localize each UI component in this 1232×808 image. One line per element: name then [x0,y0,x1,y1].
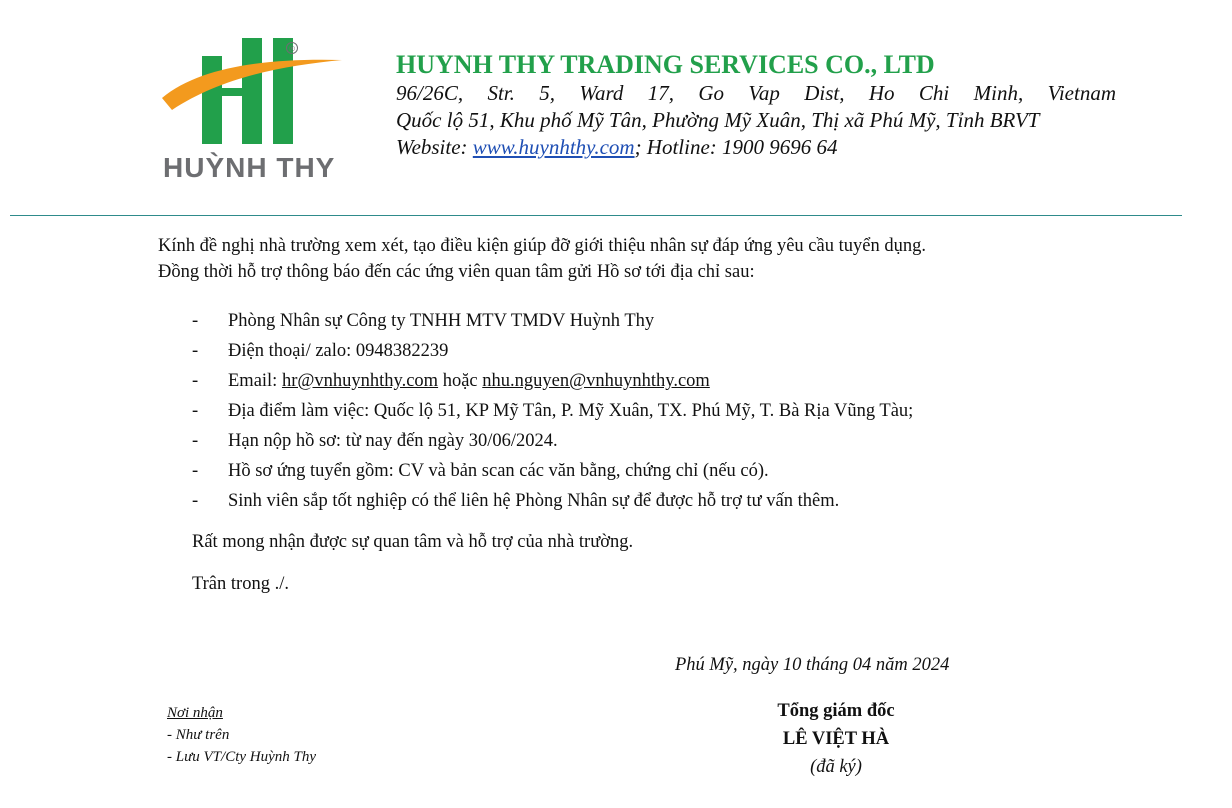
list-item-text: Điện thoại/ zalo: 0948382239 [228,341,449,361]
contact-list [192,306,913,516]
list-dash: - [192,491,199,511]
email-link-hr[interactable]: hr@vnhuynhthy.com [281,371,439,391]
logo-text: HUỲNH THY [163,152,336,183]
list-item-text: Địa điểm làm việc: Quốc lộ 51, KP Mỹ Tân, P. Mỹ Xuân, TX. Phú Mỹ, T. Bà Rịa Vũng Tàu; [228,401,914,421]
company-address-1: 96/26C, Str. 5, Ward 17, Go Vap Dist, Ho Chi Minh, Vietnam [396,81,1116,105]
email-link-nhu[interactable]: nhu.nguyen@vnhuynhthy.com [482,371,710,391]
recipient-item: - Lưu VT/Cty Huỳnh Thy [167,749,317,765]
website-label: Website: [396,135,473,159]
company-name: HUYNH THY TRADING SERVICES CO., LTD [396,50,935,79]
document-date: Phú Mỹ, ngày 10 tháng 04 năm 2024 [675,655,950,675]
list-dash: - [192,431,199,451]
signer-title: Tổng giám đốc [777,701,895,721]
signature-block [736,697,936,781]
list-item [192,366,913,396]
list-item [192,486,913,516]
closing-line-1: Rất mong nhận được sự quan tâm và hỗ trợ của nhà trường. [192,532,634,552]
list-dash: - [192,371,199,391]
intro-paragraph [158,233,1158,285]
email-or: hoặc [438,371,483,391]
list-dash: - [192,311,199,331]
company-address-2: Quốc lộ 51, Khu phố Mỹ Tân, Phường Mỹ Xuân, Thị xã Phú Mỹ, Tỉnh BRVT [396,108,1040,132]
registered-mark: ® [289,44,295,54]
company-header [396,50,1116,161]
list-dash: - [192,341,199,361]
email-label: Email: [228,371,282,391]
header-divider [10,215,1182,216]
list-dash: - [192,401,199,421]
list-item [192,426,913,456]
list-item [192,306,913,336]
intro-line-1: Kính đề nghị nhà trường xem xét, tạo điều kiện giúp đỡ giới thiệu nhân sự đáp ứng yêu cầu tuyển dụng. [158,236,926,256]
website-link[interactable]: www.huynhthy.com [472,135,635,159]
list-item-text: Hồ sơ ứng tuyển gồm: CV và bản scan các văn bằng, chứng chỉ (nếu có). [228,461,769,481]
list-item [192,336,913,366]
closing-line-2: Trân trong ./. [192,574,289,594]
list-item-text: Hạn nộp hồ sơ: từ nay đến ngày 30/06/2024. [228,431,558,451]
hotline: ; Hotline: 1900 9696 64 [634,135,838,159]
list-dash: - [192,461,199,481]
list-item [192,396,913,426]
recipients-title: Nơi nhận [167,705,223,721]
recipients-block [167,702,316,768]
intro-line-2: Đồng thời hỗ trợ thông báo đến các ứng viên quan tâm gửi Hồ sơ tới địa chỉ sau: [158,262,755,282]
signer-name: LÊ VIỆT HÀ [782,729,890,749]
recipient-item: - Như trên [167,727,230,743]
signed-note: (đã ký) [810,757,862,777]
list-item [192,456,913,486]
list-item-text: Phòng Nhân sự Công ty TNHH MTV TMDV Huỳnh Thy [228,311,655,331]
company-contact [396,134,1116,161]
list-item-text: Sinh viên sắp tốt nghiệp có thể liên hệ Phòng Nhân sự để được hỗ trợ tư vấn thêm. [228,491,840,511]
